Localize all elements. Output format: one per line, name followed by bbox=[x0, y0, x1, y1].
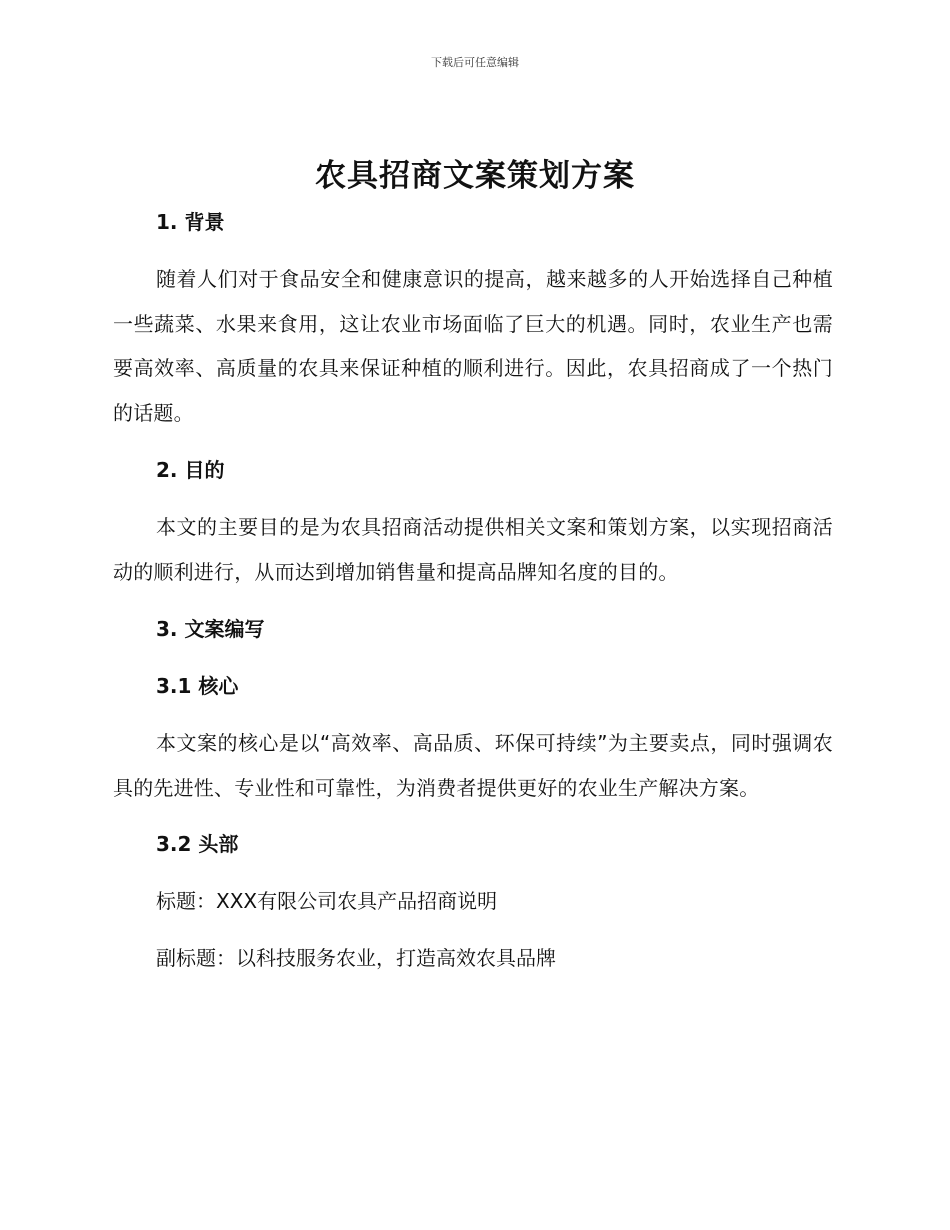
section-paragraph-purpose: 本文的主要目的是为农具招商活动提供相关文案和策划方案，以实现招商活动的顺利进行，从而达到增加销售量和提高品牌知名度的目的。 bbox=[113, 515, 833, 584]
document-title: 农具招商文案策划方案 bbox=[315, 158, 635, 194]
section-heading-copywriting: 3. 文案编写 bbox=[156, 617, 265, 641]
section-heading-head: 3.2 头部 bbox=[156, 832, 239, 856]
section-paragraph-background: 随着人们对于食品安全和健康意识的提高，越来越多的人开始选择自己种植一些蔬菜、水果来食用，这让农业市场面临了巨大的机遇。同时，农业生产也需要高效率、高质量的农具来保证种植的顺利进行。因此，农具招商成了一个热门的话题。 bbox=[113, 267, 833, 425]
document-body bbox=[113, 200, 833, 980]
section-paragraph-core: 本文案的核心是以“高效率、高品质、环保可持续”为主要卖点，同时强调农具的先进性、专业性和可靠性，为消费者提供更好的农业生产解决方案。 bbox=[113, 731, 833, 800]
section-heading-core: 3.1 核心 bbox=[156, 674, 239, 698]
section-heading-purpose: 2. 目的 bbox=[156, 458, 225, 482]
headline-title-line: 标题：XXX有限公司农具产品招商说明 bbox=[156, 889, 498, 913]
page-header-note: 下载后可任意编辑 bbox=[431, 56, 519, 69]
section-heading-background: 1. 背景 bbox=[156, 210, 225, 234]
headline-subtitle-line: 副标题：以科技服务农业，打造高效农具品牌 bbox=[156, 946, 556, 970]
